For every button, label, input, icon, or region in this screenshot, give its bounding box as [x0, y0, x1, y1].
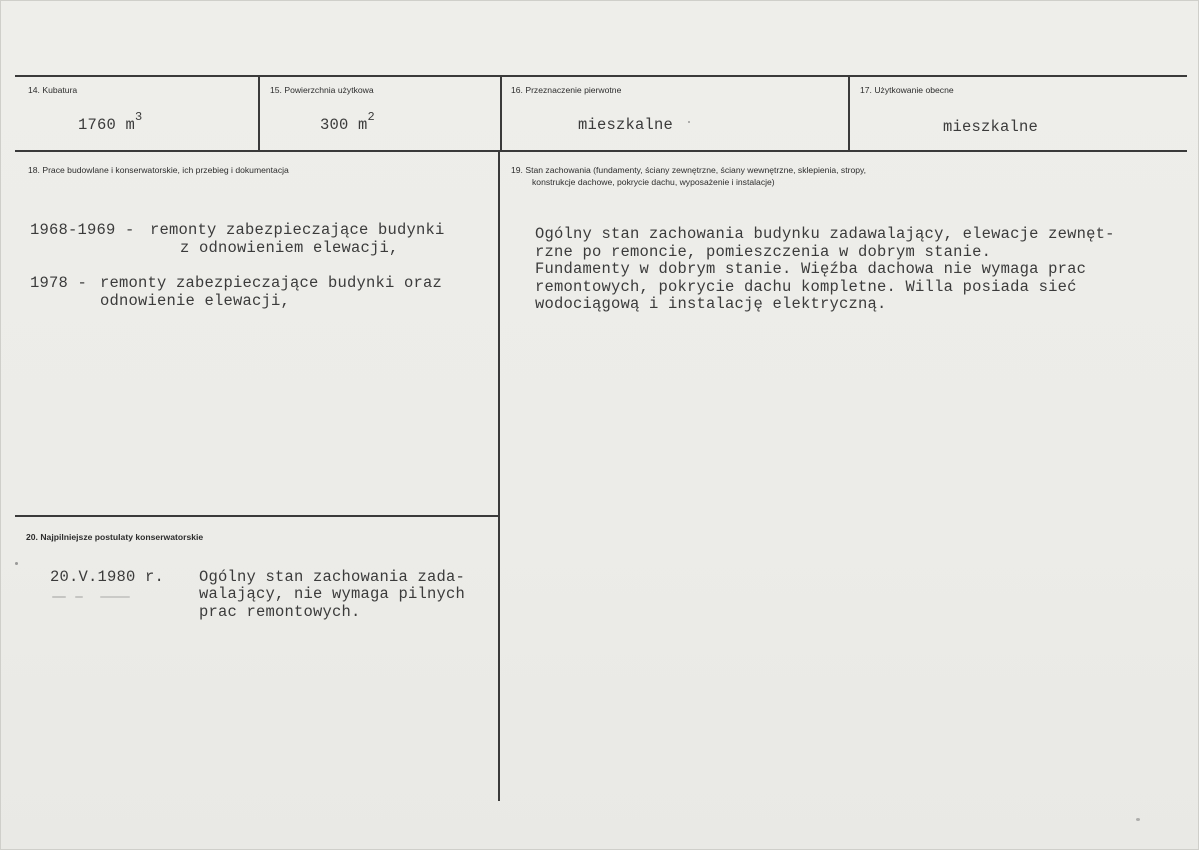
field-14-value: [78, 110, 143, 135]
field-14-number: 1760 m: [78, 116, 136, 134]
field-18-entry-2-line-2: odnowienie elewacji,: [100, 292, 291, 310]
field-18-entry-1-date: 1968-1969 -: [30, 221, 135, 239]
field-19-label-line-2: konstrukcje dachowe, pokrycie dachu, wyposażenie i instalacje): [532, 177, 775, 187]
divider-18-19: [498, 151, 500, 801]
field-18-label: 18. Prace budowlane i konserwatorskie, ich przebieg i dokumentacja: [28, 165, 289, 175]
field-17-label: 17. Użytkowanie obecne: [860, 85, 954, 95]
field-18-entry-2-line-1: remonty zabezpieczające budynki oraz: [100, 274, 443, 292]
field-18-entry-2-date: 1978 -: [30, 274, 88, 292]
divider-15-16: [500, 76, 502, 151]
top-rule: [15, 75, 1187, 77]
field-19-line-1: Ogólny stan zachowania budynku zadawalający, elewacje zewnęt-: [535, 225, 1115, 243]
field-19-label-line-1: 19. Stan zachowania (fundamenty, ściany zewnętrzne, ściany wewnętrzne, sklepienia, stropy,: [511, 165, 867, 175]
ink-speck: [52, 596, 66, 598]
field-19-line-3: Fundamenty w dobrym stanie. Więźba dachowa nie wymaga prac: [535, 260, 1087, 278]
field-16-label: 16. Przeznaczenie pierwotne: [511, 85, 622, 95]
ink-speck: [75, 596, 83, 598]
divider-18-20: [15, 515, 499, 517]
field-20-line-1: Ogólny stan zachowania zada-: [199, 568, 466, 586]
ink-speck: [688, 121, 690, 123]
ink-speck: [100, 596, 130, 598]
field-15-exponent: 2: [367, 110, 375, 124]
field-20-line-3: prac remontowych.: [199, 603, 361, 621]
field-14-exponent: 3: [135, 110, 143, 124]
field-19-line-2: rzne po remoncie, pomieszczenia w dobrym stanie.: [535, 243, 992, 261]
field-17-value: mieszkalne: [943, 118, 1039, 136]
field-19-line-5: wodociągową i instalację elektryczną.: [535, 295, 887, 313]
field-14-label: 14. Kubatura: [28, 85, 78, 95]
ink-speck: [15, 562, 18, 565]
field-20-line-2: walający, nie wymaga pilnych: [199, 585, 466, 603]
divider-14-15: [258, 76, 260, 151]
field-20-date: 20.V.1980 r.: [50, 568, 165, 586]
field-15-value: [320, 110, 375, 135]
row1-bottom-rule: [15, 150, 1187, 152]
field-15-number: 300 m: [320, 116, 368, 134]
ink-speck: [1136, 818, 1140, 821]
field-19-line-4: remontowych, pokrycie dachu kompletne. Willa posiada sieć: [535, 278, 1077, 296]
field-18-entry-1-line-1: remonty zabezpieczające budynki: [150, 221, 445, 239]
field-20-label: 20. Najpilniejsze postulaty konserwatorskie: [26, 532, 204, 542]
field-18-entry-1-line-2: z odnowieniem elewacji,: [180, 239, 399, 257]
field-15-label: 15. Powierzchnia użytkowa: [270, 85, 374, 95]
field-16-value: mieszkalne: [578, 116, 674, 134]
divider-16-17: [848, 76, 850, 151]
